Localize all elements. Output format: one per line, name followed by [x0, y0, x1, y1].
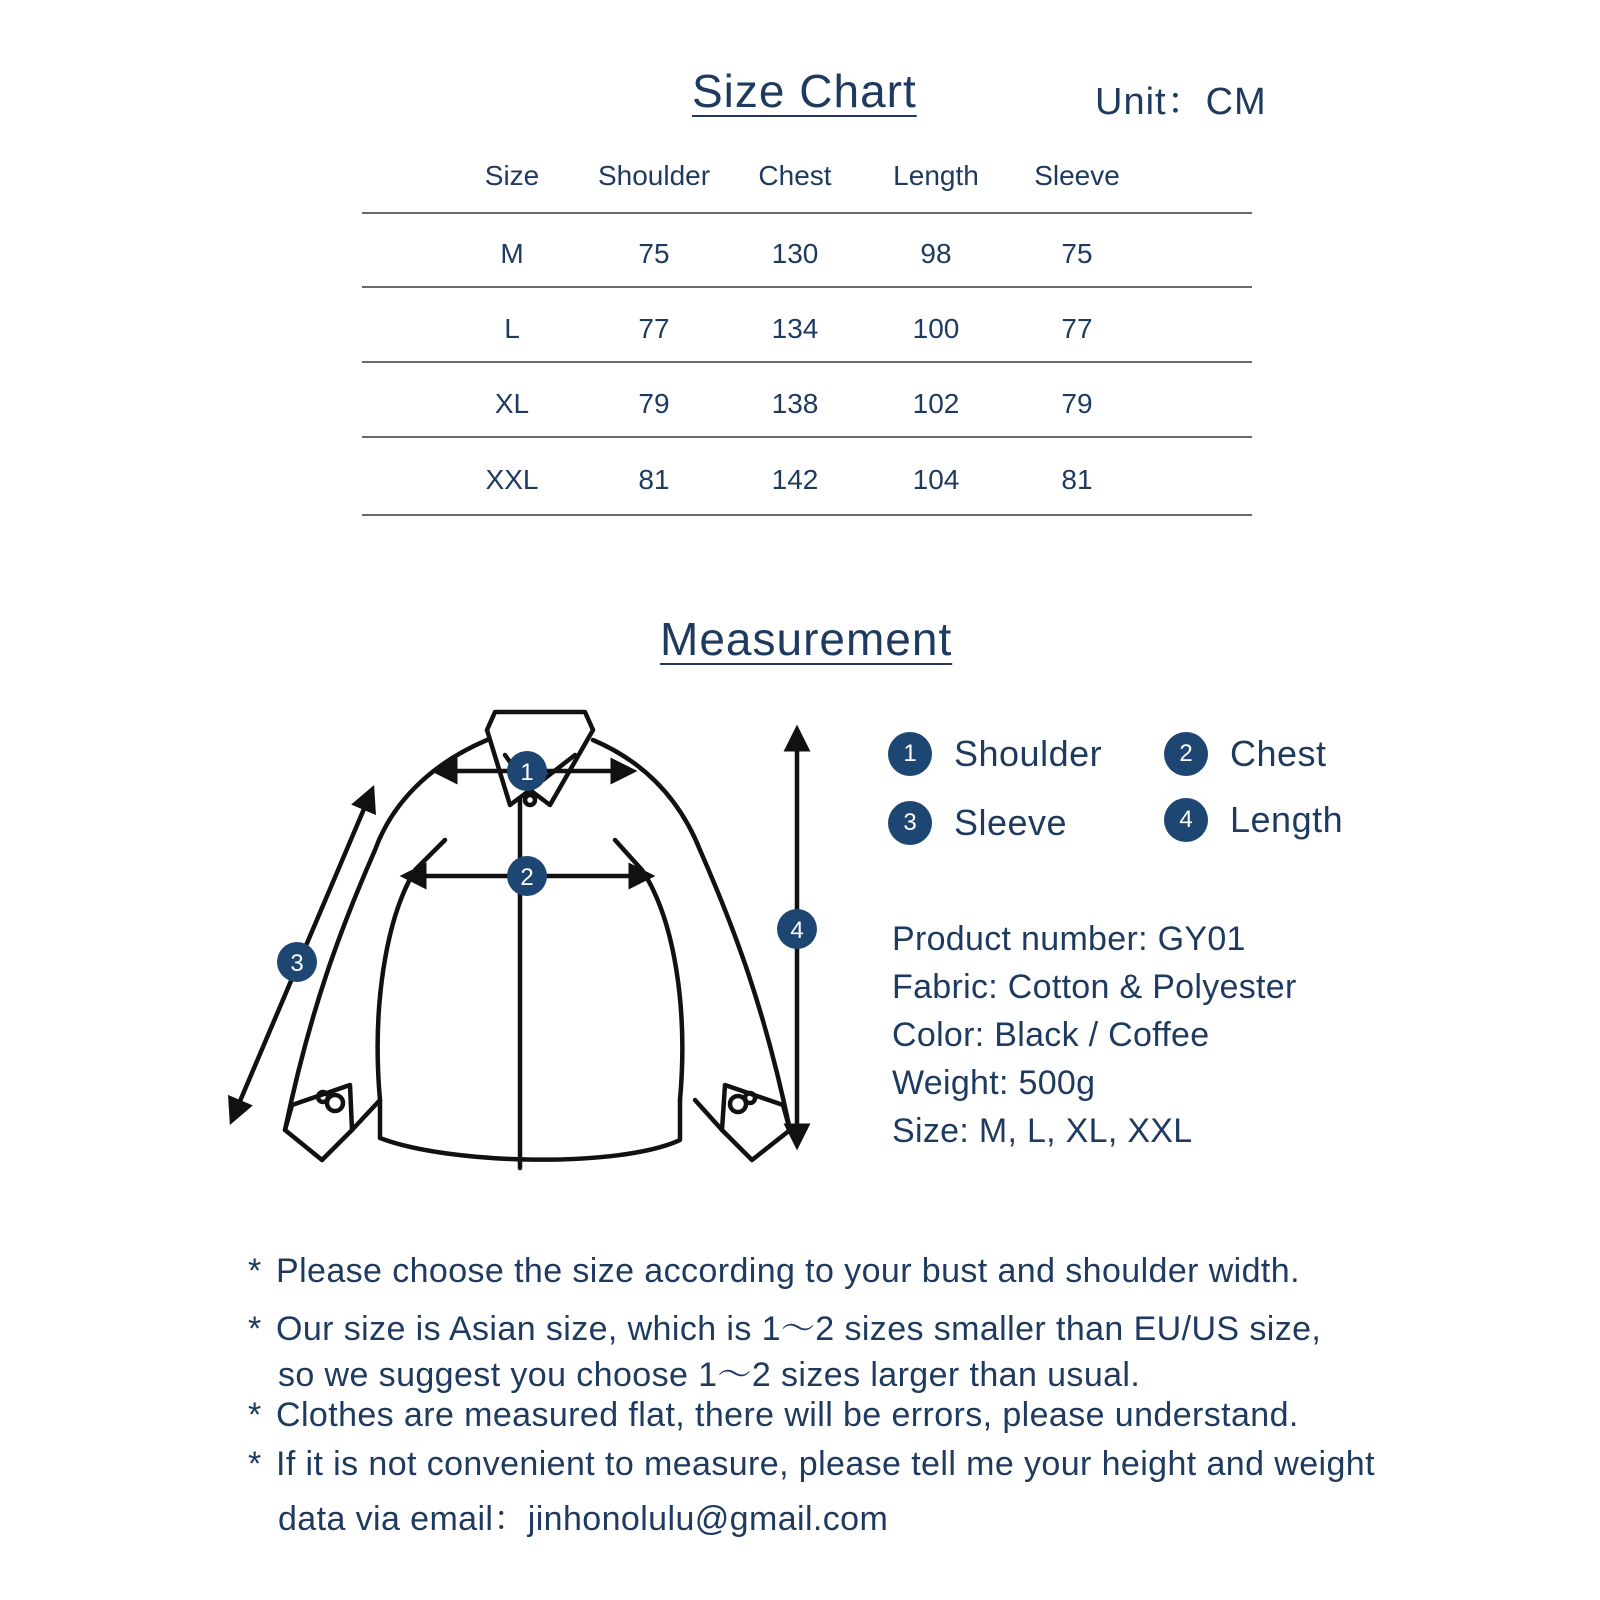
cell-shoulder: 75: [638, 238, 670, 269]
header-chest: Chest: [758, 160, 832, 191]
legend-shoulder: [888, 732, 1102, 776]
note-4: [248, 1445, 1375, 1484]
marker-chest: [507, 856, 547, 896]
product-color: Color: Black / Coffee: [892, 1016, 1210, 1054]
cell-size: L: [504, 313, 520, 344]
legend-badge: 1: [888, 732, 932, 776]
cell-length: 98: [920, 238, 952, 269]
legend-sleeve: [888, 801, 1067, 845]
note-bullet: *: [248, 1396, 262, 1434]
header-sleeve: Sleeve: [1034, 160, 1120, 191]
cell-chest: 134: [771, 313, 819, 344]
note-4-email: data via email：jinhonolulu@gmail.com: [278, 1500, 889, 1538]
diagram-markers: [277, 751, 817, 982]
legend-label: Length: [1230, 799, 1344, 840]
measurement-arrows: [232, 730, 797, 1145]
cell-length: 104: [912, 464, 960, 495]
note-bullet: *: [248, 1252, 262, 1290]
product-number: Product number: GY01: [892, 920, 1246, 958]
legend-label: Chest: [1230, 733, 1327, 774]
header-size: Size: [484, 160, 540, 191]
cell-length: 100: [912, 313, 960, 344]
cell-sleeve: 77: [1061, 313, 1093, 344]
note-bullet: *: [248, 1310, 262, 1348]
svg-text:4: 4: [790, 917, 804, 944]
product-size: Size: M, L, XL, XXL: [892, 1112, 1193, 1150]
note-text: Clothes are measured flat, there will be errors, please understand.: [276, 1396, 1299, 1434]
note-2: [248, 1301, 1321, 1350]
legend-badge: 2: [1164, 732, 1208, 776]
cell-size: XL: [494, 388, 530, 419]
note-text: If it is not convenient to measure, please tell me your height and weight: [276, 1445, 1375, 1483]
svg-text:3: 3: [290, 950, 304, 977]
cell-chest: 142: [771, 464, 819, 495]
legend-label: Shoulder: [954, 733, 1103, 774]
cell-sleeve: 75: [1061, 238, 1093, 269]
legend-length: [1164, 798, 1343, 842]
cell-chest: 130: [771, 238, 819, 269]
product-weight: Weight: 500g: [892, 1064, 1096, 1102]
header-shoulder: Shoulder: [597, 160, 711, 191]
cell-length: 102: [912, 388, 960, 419]
cell-sleeve: 79: [1061, 388, 1093, 419]
note-2-continued: so we suggest you choose 1～2 sizes larger than usual.: [278, 1356, 1141, 1394]
size-chart-title: Size Chart: [692, 65, 917, 117]
product-fabric: Fabric: Cotton & Polyester: [892, 968, 1297, 1006]
header-length: Length: [893, 160, 979, 191]
cell-chest: 138: [771, 388, 819, 419]
unit-label: Unit：CM: [1095, 81, 1267, 123]
cell-shoulder: 77: [638, 313, 670, 344]
cell-shoulder: 81: [638, 464, 670, 495]
legend-label: Sleeve: [954, 802, 1068, 843]
legend-badge: 4: [1164, 798, 1208, 842]
marker-shoulder: [507, 751, 547, 791]
cell-sleeve: 81: [1061, 464, 1093, 495]
note-1: [248, 1252, 1300, 1291]
svg-text:1: 1: [520, 759, 534, 786]
note-text: Our size is Asian size, which is 1～2 sizes smaller than EU/US size,: [276, 1310, 1322, 1348]
note-text: Please choose the size according to your bust and shoulder width.: [276, 1252, 1300, 1290]
cell-size: M: [500, 238, 524, 269]
measurement-title: Measurement: [660, 613, 953, 665]
cell-size: XXL: [485, 464, 539, 495]
note-bullet: *: [248, 1445, 262, 1483]
svg-text:2: 2: [520, 864, 534, 891]
cell-shoulder: 79: [638, 388, 670, 419]
marker-length: [777, 909, 817, 949]
legend-badge: 3: [888, 801, 932, 845]
marker-sleeve: [277, 942, 317, 982]
note-3: [248, 1396, 1299, 1435]
legend-chest: [1164, 732, 1327, 776]
